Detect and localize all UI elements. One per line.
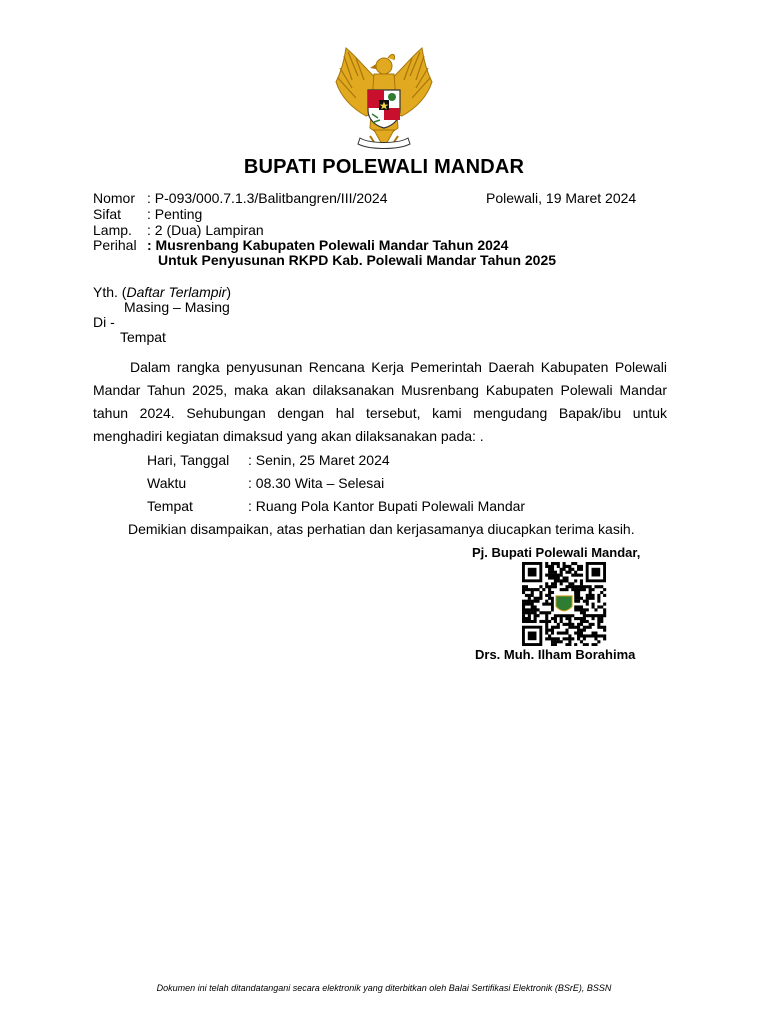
recipient-yth xyxy=(93,284,231,300)
footer-bsre-note: Dokumen ini telah ditandatangani secara elektronik yang diterbitkan oleh Balai Sertifikasi Elektronik (BSrE), BSSN xyxy=(156,983,612,993)
recipient-di: Di - xyxy=(93,314,115,330)
field-value-sifat: : Penting xyxy=(147,206,203,222)
recipient-tempat: Tempat xyxy=(120,329,166,345)
field-value-perihal: : Musrenbang Kabupaten Polewali Mandar Tahun 2024 xyxy=(147,237,509,253)
body-paragraph-text: Dalam rangka penyusunan Rencana Kerja Pemerintah Daerah Kabupaten Polewali Mandar Tahun 2025, maka akan dilaksanakan Musrenbang Kabupaten Polewali Mandar tahun 2024. Sehubungan dengan hal tersebut, kami mengudang Bapak/ibu untuk menghadiri kegiatan dimaksud yang akan dilaksanakan pada: . xyxy=(93,359,667,444)
letterhead-title: BUPATI POLEWALI MANDAR xyxy=(243,156,525,178)
field-label-perihal: Perihal xyxy=(93,237,137,253)
field-label-sifat: Sifat xyxy=(93,206,122,222)
garuda-emblem-logo xyxy=(330,44,438,156)
perihal-line-2: Untuk Penyusunan RKPD Kab. Polewali Mandar Tahun 2025 xyxy=(158,252,557,268)
body-paragraph xyxy=(93,356,667,448)
recipient-yth-suffix: ) xyxy=(226,284,231,300)
field-value-nomor: : P-093/000.7.1.3/Balitbangren/III/2024 xyxy=(147,190,388,206)
signature-title: Pj. Bupati Polewali Mandar, xyxy=(472,545,641,560)
closing-sentence: Demikian disampaikan, atas perhatian dan kerjasamanya diucapkan terima kasih. xyxy=(128,521,635,537)
recipient-yth-prefix: Yth. ( xyxy=(93,284,127,300)
detail-label-place: Tempat xyxy=(147,498,193,514)
field-label-nomor: Nomor xyxy=(93,190,136,206)
place-date: Polewali, 19 Maret 2024 xyxy=(486,190,637,206)
recipient-line-2: Masing – Masing xyxy=(124,299,230,315)
field-value-lampiran: : 2 (Dua) Lampiran xyxy=(147,222,264,238)
detail-label-date: Hari, Tanggal xyxy=(147,452,230,468)
recipient-list-note: Daftar Terlampir xyxy=(126,284,227,300)
detail-value-time: : 08.30 Wita – Selesai xyxy=(248,475,385,491)
detail-value-place: : Ruang Pola Kantor Bupati Polewali Mandar xyxy=(248,498,526,514)
detail-value-date: : Senin, 25 Maret 2024 xyxy=(248,452,390,468)
signature-qr-code xyxy=(521,562,607,646)
signature-name: Drs. Muh. Ilham Borahima xyxy=(475,647,636,662)
detail-label-time: Waktu xyxy=(147,475,187,491)
field-label-lampiran: Lamp. xyxy=(93,222,132,238)
